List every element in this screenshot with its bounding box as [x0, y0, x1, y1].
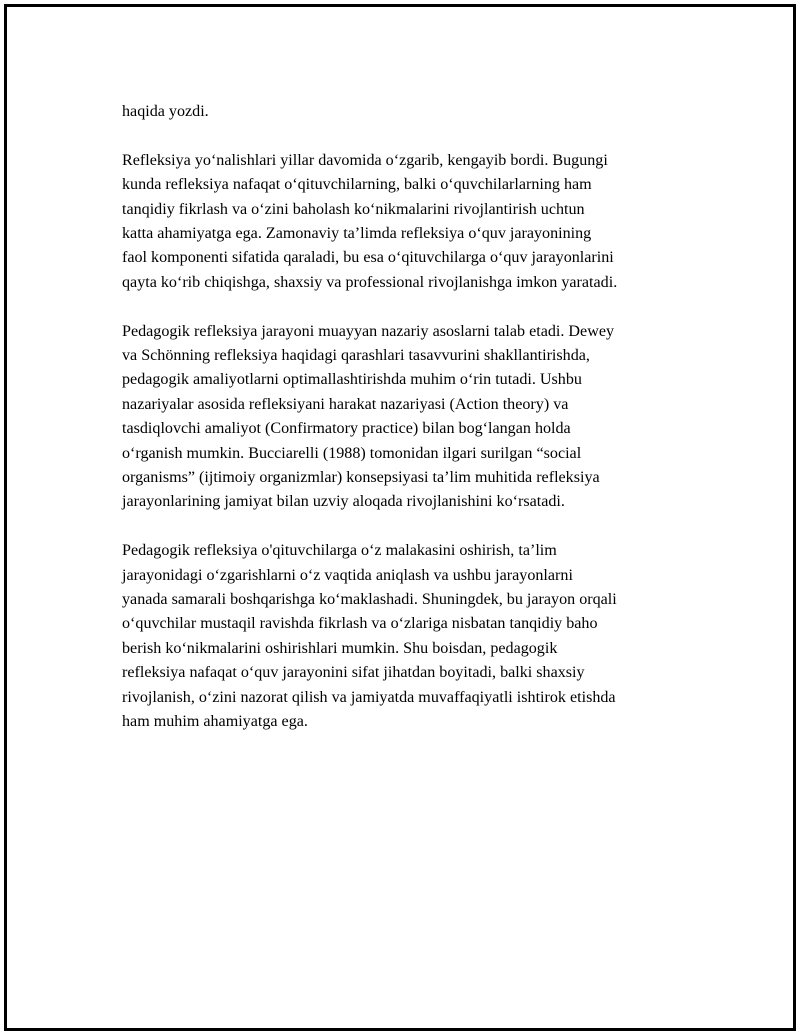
text-line: berish ko‘nikmalarini oshirishlari mumkin. Shu boisdan, pedagogik: [122, 639, 558, 657]
text-line: rivojlanish, o‘zini nazorat qilish va jamiyatda muvaffaqiyatli ishtirok etishda: [122, 688, 616, 706]
text-line: jarayonidagi o‘zgarishlarni o‘z vaqtida aniqlash va ushbu jarayonlarni: [122, 566, 573, 584]
text-line: o‘rganish mumkin. Bucciarelli (1988) tomonidan ilgari surilgan “social: [122, 444, 582, 462]
text-line: haqida yozdi.: [122, 103, 209, 120]
text-line: qayta ko‘rib chiqishga, shaxsiy va professional rivojlanishga imkon yaratadi.: [122, 273, 618, 291]
text-line: katta ahamiyatga ega. Zamonaviy ta’limda refleksiya o‘quv jarayonining: [122, 225, 592, 243]
text-line: o‘quvchilar mustaqil ravishda fikrlash va o‘zlariga nisbatan tanqidiy baho: [122, 615, 598, 633]
text-line: kunda refleksiya nafaqat o‘qituvchilarning, balki o‘quvchilarlarning ham: [122, 176, 592, 194]
text-line: tasdiqlovchi amaliyot (Confirmatory practice) bilan bog‘langan holda: [122, 420, 571, 438]
paragraph-4: [122, 539, 702, 734]
text-line: yanada samarali boshqarishga ko‘maklashadi. Shuningdek, bu jarayon orqali: [122, 591, 617, 609]
paragraph-2: [122, 149, 702, 295]
text-line: pedagogik amaliyotlarni optimallashtirishda muhim o‘rin tutadi. Ushbu: [122, 371, 582, 389]
text-line: Pedagogik refleksiya o'qituvchilarga o‘z malakasini oshirish, ta’lim: [122, 542, 557, 560]
text-line: Refleksiya yo‘nalishlari yillar davomida o‘zgarib, kengayib bordi. Bugungi: [122, 151, 608, 169]
text-line: faol komponenti sifatida qaraladi, bu esa o‘qituvchilarga o‘quv jarayonlarini: [122, 249, 614, 267]
paragraph-1: [122, 100, 702, 124]
text-line: Pedagogik refleksiya jarayoni muayyan nazariy asoslarni talab etadi. Dewey: [122, 322, 615, 340]
text-line: jarayonlarining jamiyat bilan uzviy aloqada rivojlanishini ko‘rsatadi.: [122, 493, 565, 511]
document-body: [122, 100, 702, 759]
page-frame: [4, 4, 796, 1031]
text-line: ham muhim ahamiyatga ega.: [122, 713, 308, 731]
text-line: organisms” (ijtimoiy organizmlar) konsepsiyasi ta’lim muhitida refleksiya: [122, 469, 600, 487]
paragraph-3: [122, 320, 702, 515]
text-line: va Schönning refleksiya haqidagi qarashlari tasavvurini shakllantirishda,: [122, 347, 590, 365]
text-line: refleksiya nafaqat o‘quv jarayonini sifat jihatdan boyitadi, balki shaxsiy: [122, 664, 585, 682]
text-line: nazariyalar asosida refleksiyani harakat nazariyasi (Action theory) va: [122, 395, 569, 413]
text-line: tanqidiy fikrlash va o‘zini baholash ko‘nikmalarini rivojlantirish uchtun: [122, 200, 585, 218]
